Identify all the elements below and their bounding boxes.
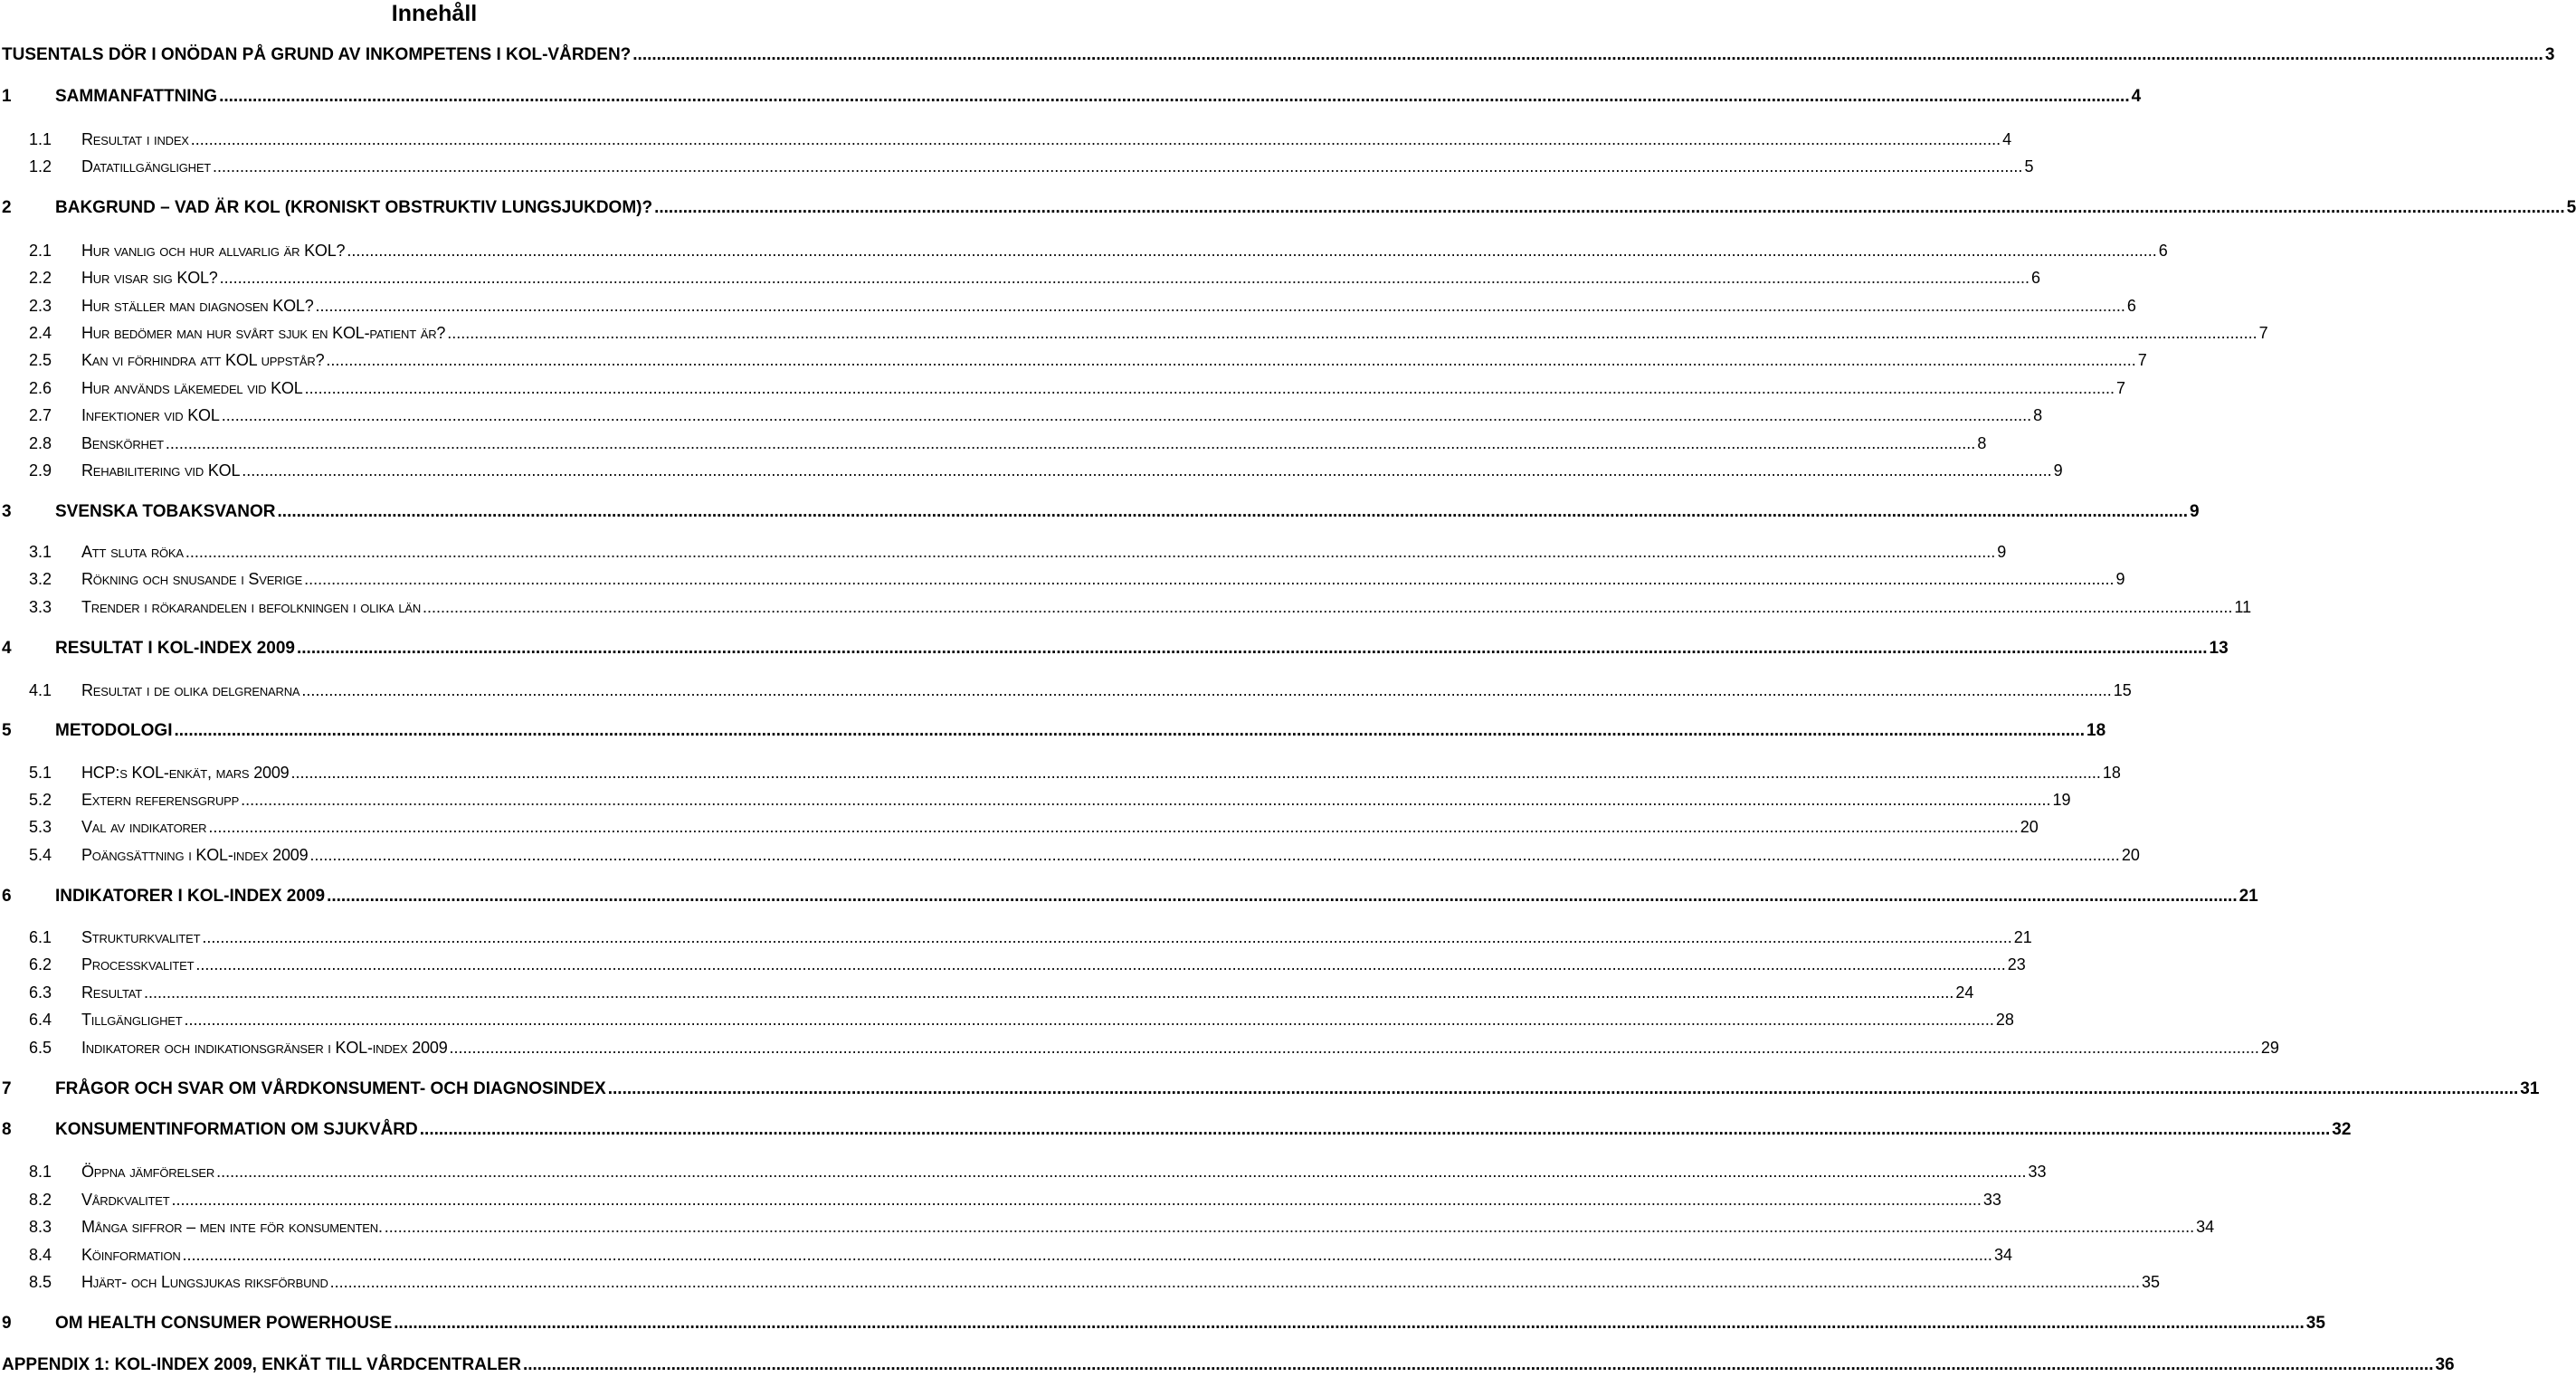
dot-leader: ................................................................................................................................................................................................................................................................................................................................................................................................................ bbox=[242, 461, 2052, 480]
toc-entry-number: 5.1 bbox=[29, 764, 52, 782]
toc-entry-page: 29 bbox=[2260, 1039, 2279, 1057]
toc-entry-title: Resultat bbox=[81, 983, 143, 1002]
dot-leader: ................................................................................................................................................................................................................................................................................................................................................................................................................ bbox=[423, 598, 2233, 616]
toc-entry-page: 6 bbox=[2126, 297, 2136, 315]
toc-entry-title: INDIKATORER I KOL-INDEX 2009 bbox=[55, 887, 326, 906]
toc-entry-page: 34 bbox=[2196, 1218, 2215, 1236]
toc-entry[interactable] bbox=[29, 1037, 2279, 1059]
toc-entry-number: 2.1 bbox=[29, 242, 52, 260]
toc-entry[interactable] bbox=[29, 1009, 2014, 1030]
toc-entry[interactable] bbox=[29, 267, 2041, 289]
toc-entry-number: 3 bbox=[2, 502, 12, 521]
toc-entry[interactable] bbox=[29, 432, 1987, 454]
toc-entry-number: 6.3 bbox=[29, 983, 52, 1002]
toc-entry-page: 9 bbox=[1997, 543, 2007, 561]
toc-entry-title: Val av indikatorer bbox=[81, 818, 207, 836]
dot-leader: ................................................................................................................................................................................................................................................................................................................................................................................................................ bbox=[195, 955, 2006, 973]
toc-entry-title: Benskörhet bbox=[81, 434, 164, 452]
dot-leader: ................................................................................................................................................................................................................................................................................................................................................................................................................ bbox=[219, 87, 2130, 106]
dot-leader: ................................................................................................................................................................................................................................................................................................................................................................................................................ bbox=[216, 1163, 2027, 1181]
dot-leader: ................................................................................................................................................................................................................................................................................................................................................................................................................ bbox=[219, 269, 2030, 287]
toc-entry-page: 6 bbox=[2031, 269, 2041, 287]
toc-entry-number: 2.6 bbox=[29, 379, 52, 397]
toc-entry-title: Hur används läkemedel vid KOL bbox=[81, 379, 303, 397]
dot-leader: ................................................................................................................................................................................................................................................................................................................................................................................................................ bbox=[326, 351, 2136, 369]
toc-entry-page: 15 bbox=[2113, 681, 2132, 699]
toc-entry[interactable] bbox=[29, 1271, 2161, 1293]
toc-entry-title: BAKGRUND – VAD ÄR KOL (KRONISKT OBSTRUKTIV LUNGSJUKDOM)? bbox=[55, 198, 653, 217]
toc-entry[interactable] bbox=[29, 568, 2125, 590]
toc-entry-page: 6 bbox=[2158, 242, 2168, 260]
toc-entry-number: 8.4 bbox=[29, 1246, 52, 1264]
toc-entry[interactable] bbox=[29, 1189, 2001, 1211]
toc-entry-title: Extern referensgrupp bbox=[81, 791, 240, 809]
toc-entry[interactable] bbox=[29, 1244, 2012, 1266]
toc-entry-number: 6 bbox=[2, 887, 12, 906]
toc-entry-number: 4.1 bbox=[29, 681, 52, 699]
toc-entry-page: 20 bbox=[2020, 818, 2039, 836]
toc-entry[interactable] bbox=[2, 1312, 2325, 1335]
toc-entry[interactable] bbox=[29, 762, 2121, 783]
toc-entry-page: 3 bbox=[2544, 45, 2555, 64]
dot-leader: ................................................................................................................................................................................................................................................................................................................................................................................................................ bbox=[144, 983, 1954, 1002]
toc-entry-page: 9 bbox=[2053, 461, 2063, 480]
toc-entry-title: Processkvalitet bbox=[81, 955, 195, 973]
toc-entry-number: 2.2 bbox=[29, 269, 52, 287]
toc-entry[interactable] bbox=[29, 349, 2147, 371]
toc-entry-title: Hur vanlig och hur allvarlig är KOL? bbox=[81, 242, 346, 260]
toc-entry-number: 5 bbox=[2, 721, 12, 740]
toc-entry-title: METODOLOGI bbox=[55, 721, 173, 740]
toc-entry-number: 1.1 bbox=[29, 130, 52, 148]
toc-entry[interactable] bbox=[2, 637, 2229, 660]
dot-leader: ................................................................................................................................................................................................................................................................................................................................................................................................................ bbox=[309, 846, 2120, 864]
toc-entry-page: 33 bbox=[2028, 1163, 2047, 1181]
dot-leader: ................................................................................................................................................................................................................................................................................................................................................................................................................ bbox=[174, 721, 2086, 740]
toc-entry-title: Hur bedömer man hur svårt sjuk en KOL-patient är? bbox=[81, 324, 446, 342]
dot-leader: ................................................................................................................................................................................................................................................................................................................................................................................................................ bbox=[213, 157, 2023, 176]
toc-entry-title: Resultat i de olika delgrenarna bbox=[81, 681, 300, 699]
toc-entry-number: 1 bbox=[2, 87, 12, 106]
toc-entry-page: 8 bbox=[1977, 434, 1987, 452]
toc-entry-number: 3.2 bbox=[29, 570, 52, 588]
dot-leader: ................................................................................................................................................................................................................................................................................................................................................................................................................ bbox=[384, 1218, 2195, 1236]
toc-entry[interactable] bbox=[29, 1161, 2047, 1182]
toc-entry-title: Datatillgänglighet bbox=[81, 157, 212, 176]
toc-entry-number: 4 bbox=[2, 639, 12, 658]
dot-leader: ................................................................................................................................................................................................................................................................................................................................................................................................................ bbox=[208, 818, 2019, 836]
toc-entry-page: 4 bbox=[2131, 87, 2142, 106]
toc-entry[interactable] bbox=[29, 404, 2043, 426]
dot-leader: ................................................................................................................................................................................................................................................................................................................................................................................................................ bbox=[607, 1079, 2519, 1098]
toc-entry[interactable] bbox=[29, 460, 2063, 481]
toc-entry-number: 7 bbox=[2, 1079, 12, 1098]
toc-entry-page: 7 bbox=[2137, 351, 2147, 369]
toc-entry-title: Hur visar sig KOL? bbox=[81, 269, 218, 287]
toc-entry-page: 34 bbox=[1993, 1246, 2012, 1264]
toc-entry-number: 6.5 bbox=[29, 1039, 52, 1057]
dot-leader: ................................................................................................................................................................................................................................................................................................................................................................................................................ bbox=[304, 379, 2115, 397]
toc-entry-number: 6.2 bbox=[29, 955, 52, 973]
dot-leader: ................................................................................................................................................................................................................................................................................................................................................................................................................ bbox=[304, 570, 2115, 588]
dot-leader: ................................................................................................................................................................................................................................................................................................................................................................................................................ bbox=[522, 1355, 2434, 1374]
toc-entry-page: 24 bbox=[1955, 983, 1974, 1002]
toc-entry-number: 9 bbox=[2, 1314, 12, 1333]
toc-entry-number: 8.3 bbox=[29, 1218, 52, 1236]
toc-entry-title: APPENDIX 1: KOL-INDEX 2009, ENKÄT TILL VÅRDCENTRALER bbox=[2, 1355, 521, 1374]
dot-leader: ................................................................................................................................................................................................................................................................................................................................................................................................................ bbox=[277, 502, 2189, 521]
toc-entry-number: 2 bbox=[2, 198, 12, 217]
toc-entry-title: KONSUMENTINFORMATION OM SJUKVÅRD bbox=[55, 1120, 418, 1139]
dot-leader: ................................................................................................................................................................................................................................................................................................................................................................................................................ bbox=[241, 791, 2051, 809]
toc-entry[interactable] bbox=[29, 982, 1974, 1003]
toc-entry-page: 33 bbox=[1982, 1191, 2001, 1209]
toc-entry-number: 6.1 bbox=[29, 928, 52, 946]
toc-entry-title: TUSENTALS DÖR I ONÖDAN PÅ GRUND AV INKOMPETENS I KOL-VÅRDEN? bbox=[2, 45, 632, 64]
toc-entry[interactable] bbox=[2, 85, 2142, 109]
toc-entry-title: SVENSKA TOBAKSVANOR bbox=[55, 502, 276, 521]
toc-entry[interactable] bbox=[29, 240, 2168, 261]
toc-entry-title: Öppna jämförelser bbox=[81, 1163, 215, 1181]
dot-leader: ................................................................................................................................................................................................................................................................................................................................................................................................................ bbox=[185, 543, 1996, 561]
toc-entry-title: Tillgänglighet bbox=[81, 1011, 183, 1029]
dot-leader: ................................................................................................................................................................................................................................................................................................................................................................................................................ bbox=[296, 639, 2208, 658]
toc-entry-number: 2.9 bbox=[29, 461, 52, 480]
toc-entry-number: 3.1 bbox=[29, 543, 52, 561]
toc-entry[interactable] bbox=[29, 789, 2071, 811]
toc-entry-title: Vårdkvalitet bbox=[81, 1191, 170, 1209]
toc-heading: Innehåll bbox=[391, 1, 478, 26]
dot-leader: ................................................................................................................................................................................................................................................................................................................................................................................................................ bbox=[190, 130, 2001, 148]
toc-entry-number: 2.7 bbox=[29, 406, 52, 424]
toc-entry-page: 5 bbox=[2566, 198, 2576, 217]
toc-entry[interactable] bbox=[29, 926, 2032, 948]
dot-leader: ................................................................................................................................................................................................................................................................................................................................................................................................................ bbox=[632, 45, 2543, 64]
toc-entry-number: 5.3 bbox=[29, 818, 52, 836]
toc-entry-title: Indikatorer och indikationsgränser i KOL-index 2009 bbox=[81, 1039, 448, 1057]
toc-entry[interactable] bbox=[29, 816, 2039, 838]
toc-entry[interactable] bbox=[2, 719, 2106, 743]
dot-leader: ................................................................................................................................................................................................................................................................................................................................................................................................................ bbox=[419, 1120, 2331, 1139]
toc-entry-number: 8 bbox=[2, 1120, 12, 1139]
toc-entry-title: Rehabilitering vid KOL bbox=[81, 461, 241, 480]
toc-entry-title: Strukturkvalitet bbox=[81, 928, 201, 946]
toc-entry-number: 5.4 bbox=[29, 846, 52, 864]
toc-entry-page: 21 bbox=[2239, 887, 2258, 906]
toc-entry[interactable] bbox=[2, 1078, 2540, 1101]
toc-entry-page: 4 bbox=[2002, 130, 2012, 148]
toc-entry[interactable] bbox=[2, 43, 2555, 67]
toc-entry[interactable] bbox=[29, 377, 2125, 399]
toc-entry-number: 2.5 bbox=[29, 351, 52, 369]
dot-leader: ................................................................................................................................................................................................................................................................................................................................................................................................................ bbox=[171, 1191, 1982, 1209]
toc-entry-number: 6.4 bbox=[29, 1011, 52, 1029]
dot-leader: ................................................................................................................................................................................................................................................................................................................................................................................................................ bbox=[347, 242, 2157, 260]
toc-entry-title: Poängsättning i KOL-index 2009 bbox=[81, 846, 309, 864]
toc-entry-page: 32 bbox=[2332, 1120, 2352, 1139]
toc-entry-page: 21 bbox=[2013, 928, 2032, 946]
toc-entry[interactable] bbox=[29, 679, 2132, 701]
toc-entry[interactable] bbox=[29, 954, 2026, 975]
dot-leader: ................................................................................................................................................................................................................................................................................................................................................................................................................ bbox=[449, 1039, 2259, 1057]
toc-entry-page: 36 bbox=[2435, 1355, 2455, 1374]
toc-entry[interactable] bbox=[29, 295, 2136, 317]
toc-entry-title: Resultat i index bbox=[81, 130, 189, 148]
dot-leader: ................................................................................................................................................................................................................................................................................................................................................................................................................ bbox=[315, 297, 2125, 315]
toc-entry-page: 18 bbox=[2102, 764, 2121, 782]
dot-leader: ................................................................................................................................................................................................................................................................................................................................................................................................................ bbox=[182, 1246, 1992, 1264]
toc-entry-page: 13 bbox=[2209, 639, 2229, 658]
dot-leader: ................................................................................................................................................................................................................................................................................................................................................................................................................ bbox=[394, 1314, 2305, 1333]
toc-entry-page: 11 bbox=[2234, 598, 2252, 616]
toc-entry-title: Rökning och snusande i Sverige bbox=[81, 570, 303, 588]
dot-leader: ................................................................................................................................................................................................................................................................................................................................................................................................................ bbox=[165, 434, 1976, 452]
toc-entry-number: 3.3 bbox=[29, 598, 52, 616]
toc-entry-page: 8 bbox=[2033, 406, 2043, 424]
toc-entry-page: 35 bbox=[2142, 1273, 2161, 1291]
toc-entry-page: 7 bbox=[2115, 379, 2125, 397]
toc-entry-page: 28 bbox=[1995, 1011, 2014, 1029]
dot-leader: ................................................................................................................................................................................................................................................................................................................................................................................................................ bbox=[447, 324, 2258, 342]
toc-entry-number: 1.2 bbox=[29, 157, 52, 176]
toc-entry-number: 8.1 bbox=[29, 1163, 52, 1181]
toc-entry-number: 5.2 bbox=[29, 791, 52, 809]
toc-entry-title: Infektioner vid KOL bbox=[81, 406, 220, 424]
toc-entry[interactable] bbox=[2, 196, 2576, 220]
toc-entry-number: 2.8 bbox=[29, 434, 52, 452]
dot-leader: ................................................................................................................................................................................................................................................................................................................................................................................................................ bbox=[327, 887, 2238, 906]
toc-entry[interactable] bbox=[2, 885, 2258, 908]
toc-entry[interactable] bbox=[29, 596, 2252, 618]
dot-leader: ................................................................................................................................................................................................................................................................................................................................................................................................................ bbox=[301, 681, 2112, 699]
toc-entry-page: 5 bbox=[2024, 157, 2034, 176]
toc-entry-number: 8.5 bbox=[29, 1273, 52, 1291]
toc-entry-number: 2.4 bbox=[29, 324, 52, 342]
dot-leader: ................................................................................................................................................................................................................................................................................................................................................................................................................ bbox=[184, 1011, 1994, 1029]
toc-entry[interactable] bbox=[29, 128, 2012, 150]
dot-leader: ................................................................................................................................................................................................................................................................................................................................................................................................................ bbox=[329, 1273, 2141, 1291]
toc-entry-title: Hjärt- och Lungsjukas riksförbund bbox=[81, 1273, 328, 1291]
toc-entry-number: 8.2 bbox=[29, 1191, 52, 1209]
toc-entry-page: 9 bbox=[2190, 502, 2200, 521]
toc-entry[interactable] bbox=[2, 1353, 2455, 1377]
toc-entry-title: Många siffror – men inte för konsumenten. bbox=[81, 1218, 383, 1236]
toc-entry-page: 35 bbox=[2305, 1314, 2325, 1333]
toc-entry-page: 23 bbox=[2007, 955, 2026, 973]
toc-entry-title: FRÅGOR OCH SVAR OM VÅRDKONSUMENT- OCH DIAGNOSINDEX bbox=[55, 1079, 606, 1098]
toc-entry-page: 19 bbox=[2052, 791, 2071, 809]
toc-entry[interactable] bbox=[2, 1118, 2352, 1142]
toc-entry[interactable] bbox=[29, 1216, 2215, 1238]
toc-entry[interactable] bbox=[2, 500, 2200, 524]
dot-leader: ................................................................................................................................................................................................................................................................................................................................................................................................................ bbox=[221, 406, 2032, 424]
toc-entry-title: SAMMANFATTNING bbox=[55, 87, 218, 106]
toc-entry-number: 2.3 bbox=[29, 297, 52, 315]
dot-leader: ................................................................................................................................................................................................................................................................................................................................................................................................................ bbox=[290, 764, 2101, 782]
toc-entry[interactable] bbox=[29, 322, 2268, 344]
toc-entry-title: Kan vi förhindra att KOL uppstår? bbox=[81, 351, 325, 369]
toc-entry-title: Hur ställer man diagnosen KOL? bbox=[81, 297, 314, 315]
dot-leader: ................................................................................................................................................................................................................................................................................................................................................................................................................ bbox=[654, 198, 2565, 217]
toc-entry-page: 18 bbox=[2086, 721, 2106, 740]
toc-entry-title: Att sluta röka bbox=[81, 543, 184, 561]
toc-entry-page: 20 bbox=[2121, 846, 2140, 864]
toc-entry-title: Köinformation bbox=[81, 1246, 181, 1264]
toc-entry[interactable] bbox=[29, 844, 2140, 866]
dot-leader: ................................................................................................................................................................................................................................................................................................................................................................................................................ bbox=[202, 928, 2012, 946]
toc-entry[interactable] bbox=[29, 541, 2007, 563]
toc-entry[interactable] bbox=[29, 156, 2034, 177]
toc-entry-page: 31 bbox=[2520, 1079, 2540, 1098]
toc-entry-page: 7 bbox=[2258, 324, 2268, 342]
toc-entry-title: RESULTAT I KOL-INDEX 2009 bbox=[55, 639, 295, 658]
toc-entry-title: HCP:s KOL-enkät, mars 2009 bbox=[81, 764, 290, 782]
toc-entry-title: Trender i rökarandelen i befolkningen i olika län bbox=[81, 598, 422, 616]
toc-entry-title: OM HEALTH CONSUMER POWERHOUSE bbox=[55, 1314, 393, 1333]
toc-entry-page: 9 bbox=[2115, 570, 2125, 588]
